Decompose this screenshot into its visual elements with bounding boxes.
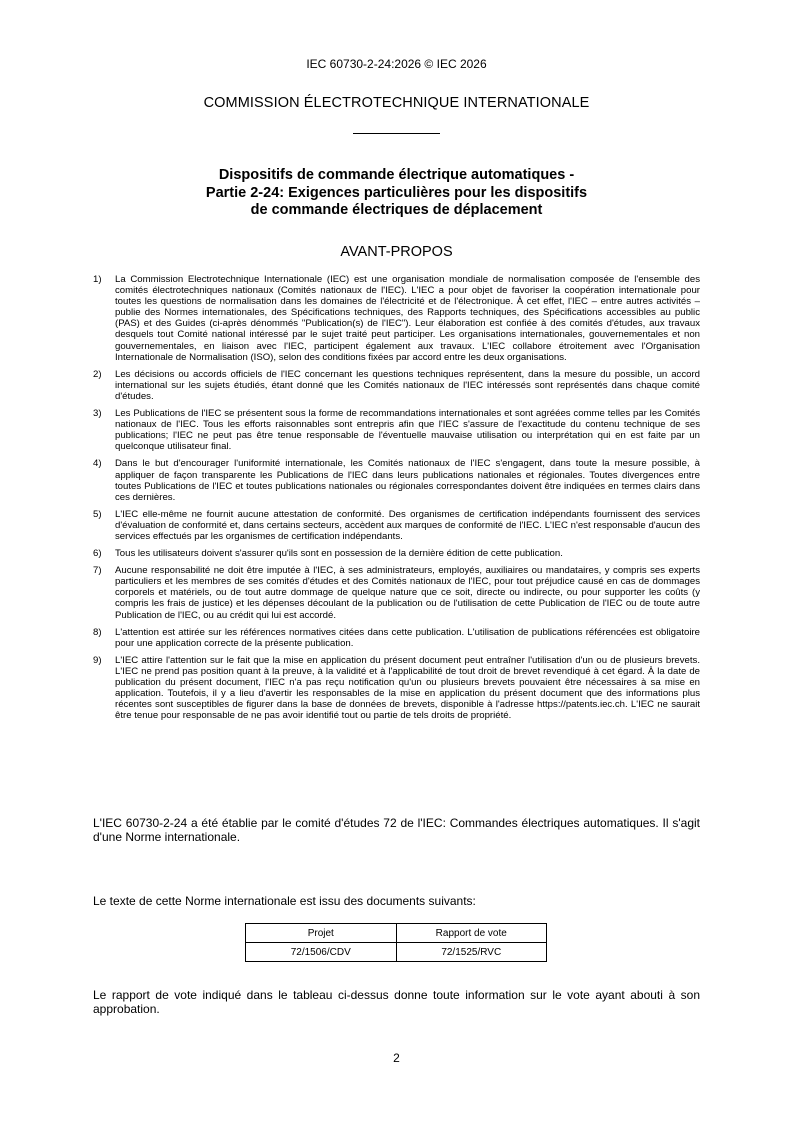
item-text: Aucune responsabilité ne doit être imputée à l'IEC, à ses administrateurs, employés, auxiliaires ou mandataires, y compris ses experts particuliers et les membres de ses comités d'études et des Comités nationaux de l'IEC, pour tout préjudice causé en cas de dommages corporels et matériels, ou de tout autre dommage de quelque nature que ce soit, directe ou indirecte, ou pour supporter les coûts (y compris les frais de justice) et les dépenses découlant de la publication ou de l'utilisation de cette Publication de l'IEC ou de toute autre Publication de l'IEC, ou au crédit qui lui est accordé. (115, 565, 700, 621)
vote-report-cell: 72/1525/RVC (396, 943, 547, 962)
column-header-project: Projet (246, 924, 397, 943)
item-number: 6) (93, 548, 102, 560)
organization-name: COMMISSION ÉLECTROTECHNIQUE INTERNATIONALE (203, 95, 590, 111)
document-title (0, 167, 793, 220)
document-reference: IEC 60730-2-24:2026 © IEC 2026 (306, 57, 487, 71)
item-number: 7) (93, 565, 102, 577)
item-number: 2) (93, 368, 102, 380)
vote-table (245, 923, 547, 962)
item-text: L'attention est attirée sur les références normatives citées dans cette publication. L'utilisation de publications référencées est obligatoire pour une application correcte de la présente publication. (115, 626, 700, 649)
item-number: 3) (93, 408, 102, 420)
item-number: 8) (93, 626, 102, 638)
foreword-item (93, 548, 700, 559)
item-text: Tous les utilisateurs doivent s'assurer qu'ils sont en possession de la dernière édition de cette publication. (115, 548, 563, 560)
item-text: La Commission Electrotechnique Internationale (IEC) est une organisation mondiale de normalisation composée de l'ensemble des comités électrotechniques nationaux (Comités nationaux de l'IEC). L'IEC a pour objet de favoriser la coopération internationale pour toutes les questions de normalisation dans les domaines de l'électricité et de l'électronique. À cet effet, l'IEC – entre autres activités – publie des Normes internationales, des Spécifications techniques, des Rapports techniques, des Spécifications accessibles au public (PAS) et des Guides (ci-après dénommés "Publication(s) de l'IEC"). Leur élaboration est confiée à des comités d'études, aux travaux desquels tout Comité national intéressé par le sujet traité peut participer. Les organisations internationales, gouvernementales et non gouvernementales, en liaison avec l'IEC, participent également aux travaux. L'IEC collabore étroitement avec l'Organisation Internationale de Normalisation (ISO), selon des conditions fixées par accord entre les deux organisations. (115, 274, 700, 363)
section-heading: AVANT-PROPOS (340, 244, 453, 260)
item-text: L'IEC attire l'attention sur le fait que la mise en application du présent document peut entraîner l'utilisation d'un ou de plusieurs brevets. L'IEC ne prend pas position quant à la preuve, à la validité et à l'applicabilité de tout droit de brevet revendiqué à cet égard. À la date de publication du présent document, l'IEC n'a pas reçu notification qu'un ou plusieurs brevets pouvaient être nécessaires à sa mise en application. Toutefois, il y a lieu d'avertir les responsables de la mise en application du présent document que des informations plus récentes sont susceptibles de figurer dans la base de données de brevets, disponible à l'adresse https://patents.iec.ch. L'IEC ne saurait être tenue pour responsable de ne pas avoir identifié tout ou partie de tels droits de propriété. (115, 654, 700, 722)
prepared-by-paragraph: L'IEC 60730-2-24 a été établie par le comité d'études 72 de l'IEC: Commandes électriques automatiques. Il s'agit d'une Norme internationale. (93, 816, 700, 844)
foreword-item (93, 565, 700, 620)
foreword-item (93, 274, 700, 363)
item-number: 9) (93, 654, 102, 666)
item-number: 4) (93, 458, 102, 470)
foreword-item (93, 408, 700, 452)
item-text: Les décisions ou accords officiels de l'IEC concernant les questions techniques représentent, dans la mesure du possible, un accord international sur les sujets étudiés, étant donné que les Comités nationaux de l'IEC intéressés sont représentés dans chaque comité d'études. (115, 368, 700, 402)
page-number: 2 (393, 1051, 400, 1065)
title-line-3: de commande électriques de déplacement (250, 202, 543, 218)
item-text: Dans le but d'encourager l'uniformité internationale, les Comités nationaux de l'IEC s'engagent, dans toute la mesure possible, à appliquer de façon transparente les Publications de l'IEC dans leurs publications nationales et régionales. Toutes divergences entre toutes Publications de l'IEC et toutes publications nationales ou régionales correspondantes doivent être indiquées en termes clairs dans ces dernières. (115, 458, 700, 503)
item-text: Les Publications de l'IEC se présentent sous la forme de recommandations internationales et sont agréées comme telles par les Comités nationaux de l'IEC. Tous les efforts raisonnables sont entrepris afin que l'IEC s'assure de l'exactitude du contenu technique de ses publications; l'IEC ne peut pas être tenue responsable de l'éventuelle mauvaise utilisation ou interprétation qui en est faite par un quelconque utilisateur final. (115, 408, 700, 453)
title-line-1: Dispositifs de commande électrique automatiques - (218, 167, 575, 183)
foreword-item (93, 627, 700, 649)
foreword-list (93, 274, 700, 727)
table-header-row (246, 924, 547, 943)
foreword-item (93, 458, 700, 502)
foreword-item (93, 509, 700, 542)
item-number: 5) (93, 508, 102, 520)
foreword-item (93, 369, 700, 402)
foreword-item (93, 655, 700, 722)
vote-note-paragraph: Le rapport de vote indiqué dans le tableau ci-dessus donne toute information sur le vote ayant abouti à son approbation. (93, 988, 700, 1016)
column-header-vote-report: Rapport de vote (396, 924, 547, 943)
title-line-2: Partie 2-24: Exigences particulières pour les dispositifs (205, 184, 588, 201)
project-cell: 72/1506/CDV (246, 943, 397, 962)
item-text: L'IEC elle-même ne fournit aucune attestation de conformité. Des organismes de certification indépendants fournissent des services d'évaluation de conformité et, dans certains secteurs, accèdent aux marques de conformité de l'IEC. L'IEC n'est responsable d'aucun des services effectués par les organismes de certification indépendants. (115, 508, 700, 542)
item-number: 1) (93, 274, 102, 285)
table-row (246, 943, 547, 962)
title-divider (353, 133, 440, 134)
documents-intro-paragraph: Le texte de cette Norme internationale est issu des documents suivants: (93, 894, 476, 908)
